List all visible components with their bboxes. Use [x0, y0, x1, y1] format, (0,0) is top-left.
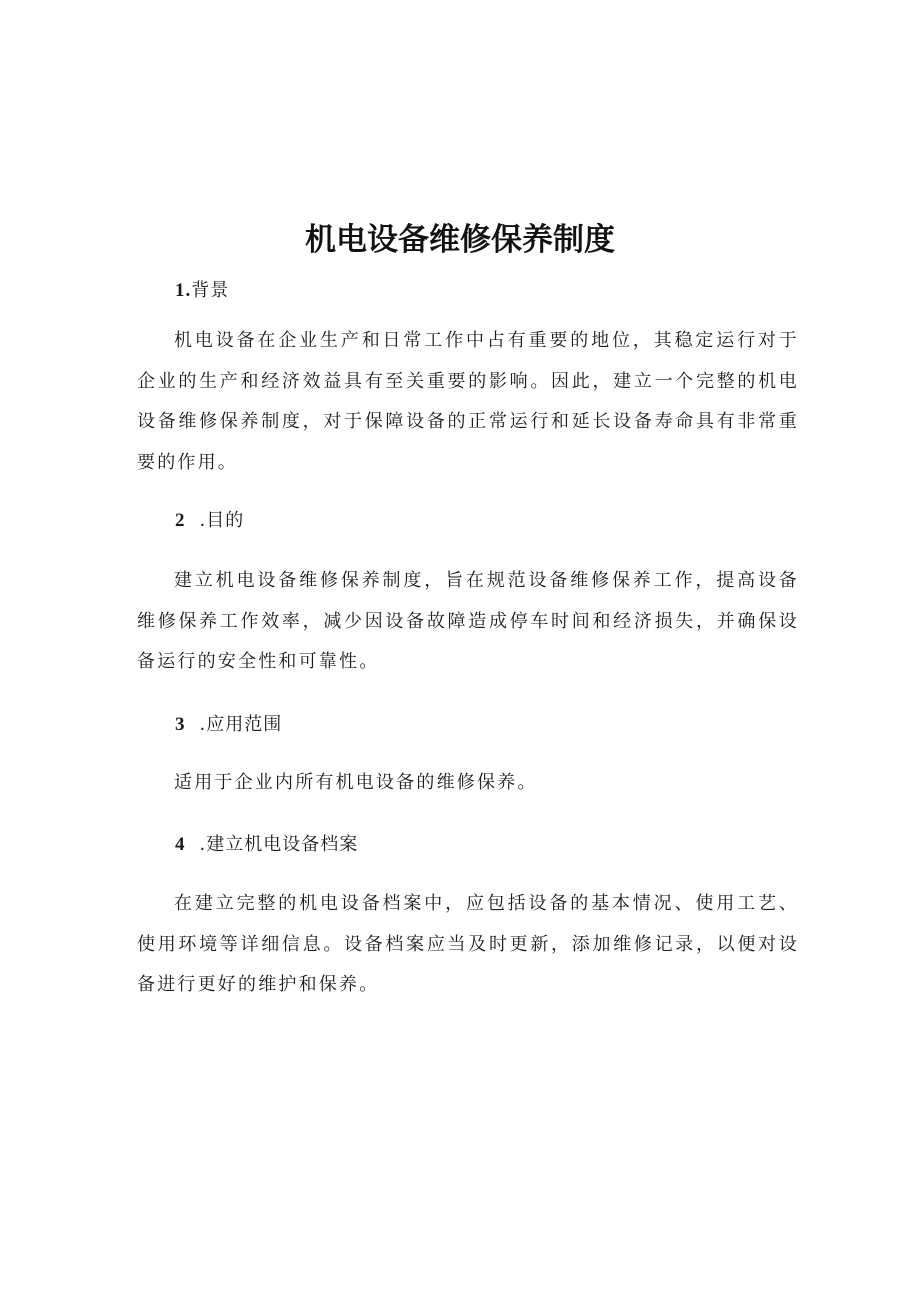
section-heading-scope: [175, 713, 282, 737]
section-heading-text: .应用范围: [199, 714, 283, 735]
section-heading-text: 背景: [191, 280, 230, 301]
document-title: 机电设备维修保养制度: [305, 222, 615, 258]
section-heading-equipment-records: [175, 833, 358, 857]
section-body-purpose: 建立机电设备维修保养制度，旨在规范设备维修保养工作，提高设备维修保养工作效率，减少因设备故障造成停车时间和经济损失，并确保设备运行的安全性和可靠性。: [137, 570, 799, 672]
section-number: 1.: [175, 280, 192, 301]
section-body-background: 机电设备在企业生产和日常工作中占有重要的地位，其稳定运行对于企业的生产和经济效益具有至关重要的影响。因此，建立一个完整的机电设备维修保养制度，对于保障设备的正常运行和延长设备寿命具有非常重要的作用。: [137, 330, 799, 473]
section-heading-purpose: [175, 509, 244, 533]
section-heading-text: .目的: [199, 510, 245, 531]
section-heading-text: .建立机电设备档案: [199, 834, 359, 855]
section-body-scope: 适用于企业内所有机电设备的维修保养。: [174, 772, 538, 793]
section-number: 4: [175, 834, 186, 855]
section-body-equipment-records: 在建立完整的机电设备档案中，应包括设备的基本情况、使用工艺、使用环境等详细信息。设备档案应当及时更新，添加维修记录，以便对设备进行更好的维护和保养。: [137, 893, 799, 995]
section-number: 2: [175, 510, 186, 531]
section-heading-background: [175, 279, 229, 303]
section-number: 3: [175, 714, 186, 735]
